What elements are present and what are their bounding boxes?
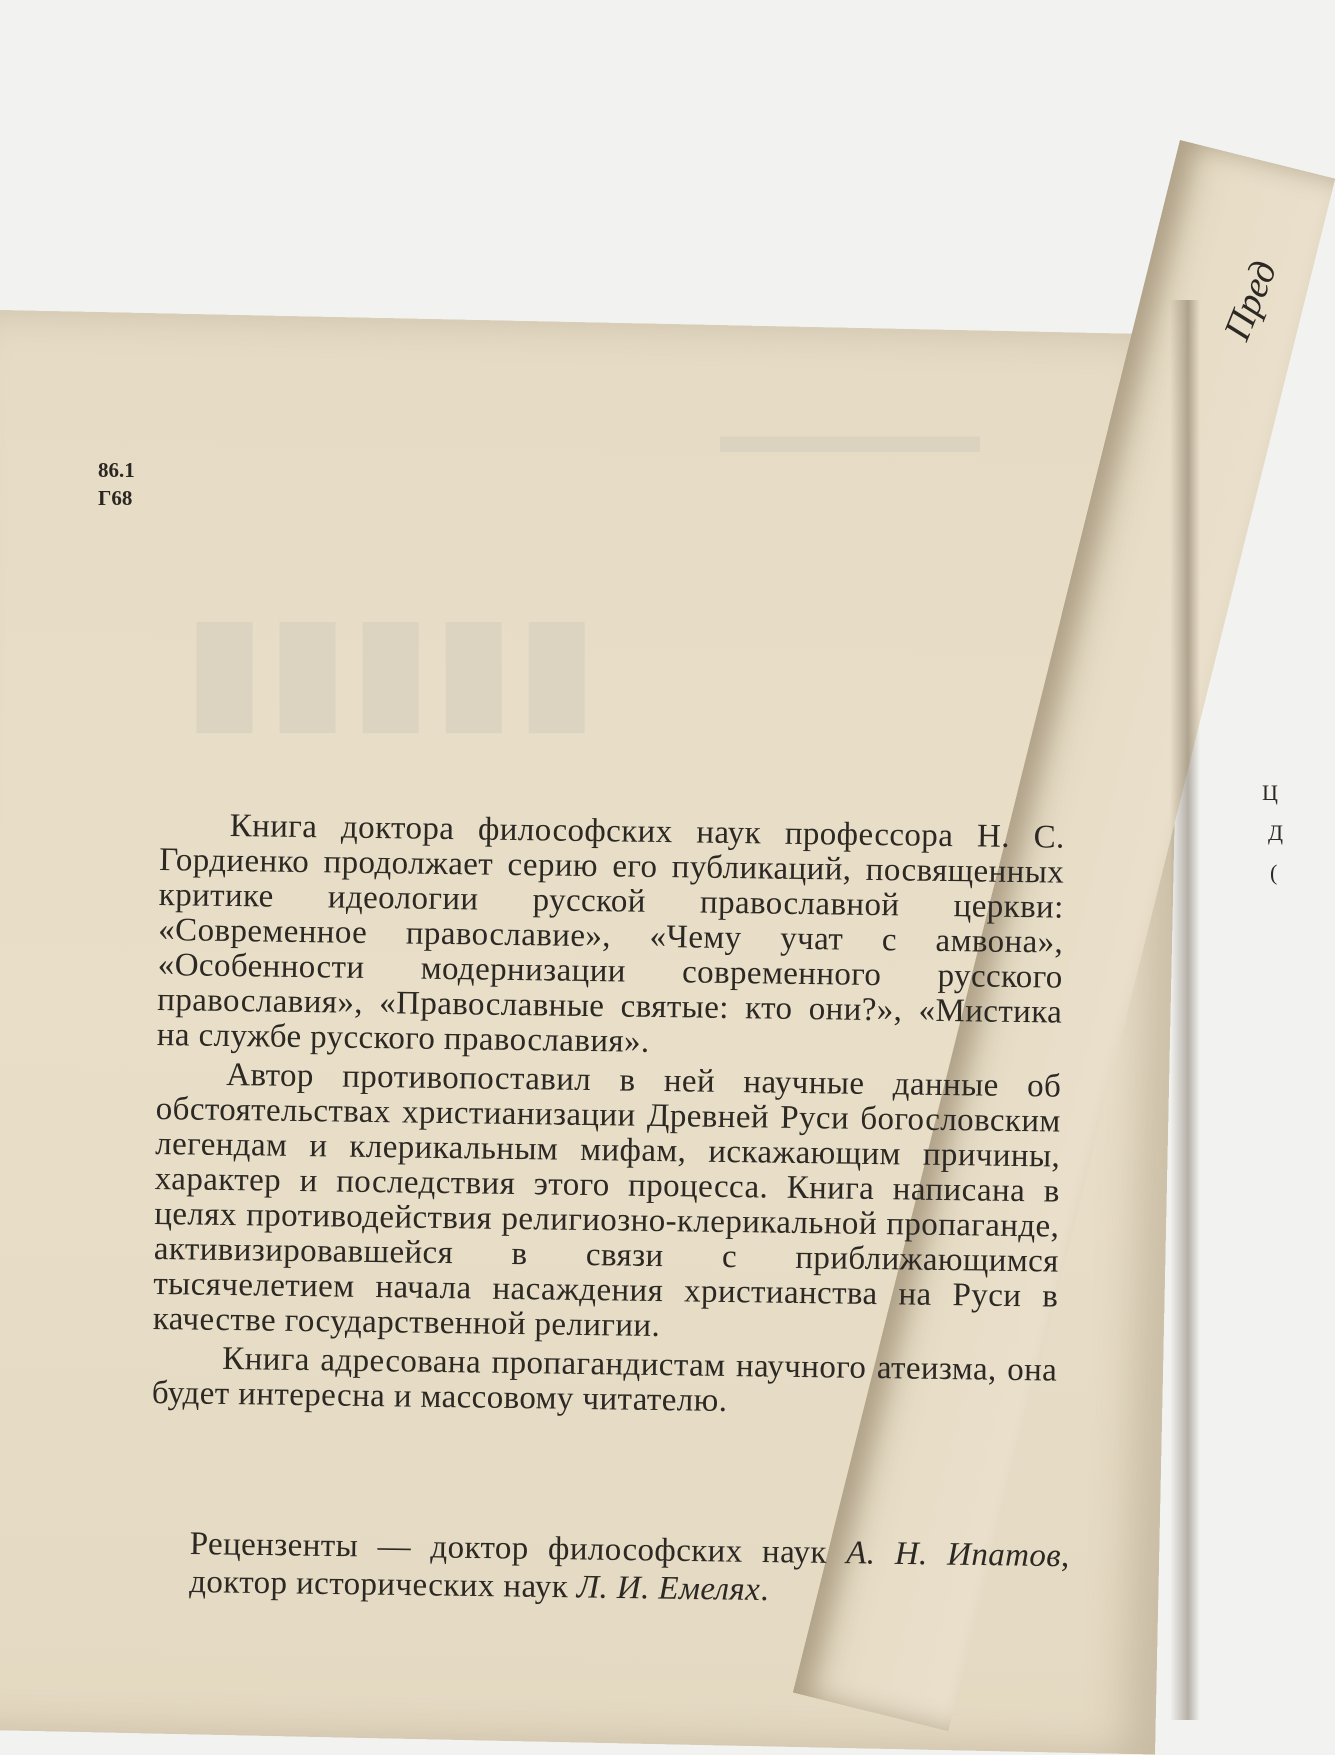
right-page-title: Пред [1215,254,1286,347]
annotation-paragraph: Книга доктора философских наук профессора Н. С. Гордиенко продолжает серию его публикаций, посвященных критике идеологии русской православной церкви: «Современное православие», «Чему учат с амвона», «Особенности модернизации современного русского православия», «Православные святые: кто они?», «Мистика на службе русского православия». [156,807,1065,1060]
reviewer-name: Л. И. Емелях [576,1569,761,1608]
reviewers-middle: , доктор исторических наук [188,1538,1070,1606]
reviewers-line [189,1525,1070,1613]
annotation [152,808,1065,1424]
show-through-text: ▬▬▬▬▬ [720,406,980,464]
right-page-letter: ( [1270,860,1278,885]
show-through-text: ▮▮▮▮▮ [180,587,596,744]
classification-code: 86.1 [98,458,135,482]
right-page-letter: Д [1268,820,1284,845]
reviewers-lead: Рецензенты — доктор философских наук [189,1525,847,1572]
annotation-paragraph: Книга адресована пропагандистам научного атеизма, она будет интересна и массовому читателю. [151,1340,1058,1419]
reviewers-end: . [759,1571,770,1609]
annotation-paragraph: Автор противопоставил в ней научные данные об обстоятельствах христианизации Древней Руси богословским легендам и клерикальным мифам, искажающим причины, характер и последствия этого процесса. Книга написана в целях противодействия религиозно-клерикальной пропаганде, активизировавшейся в связи с приближающимся тысячелетием начала насаждения христианства на Руси в качестве государственной религии. [152,1056,1062,1345]
right-page-letter: Ц [1262,780,1278,805]
reviewer-name: А. Н. Ипатов [845,1535,1062,1575]
book-gutter [1170,300,1200,1720]
author-mark: Г68 [98,486,133,510]
